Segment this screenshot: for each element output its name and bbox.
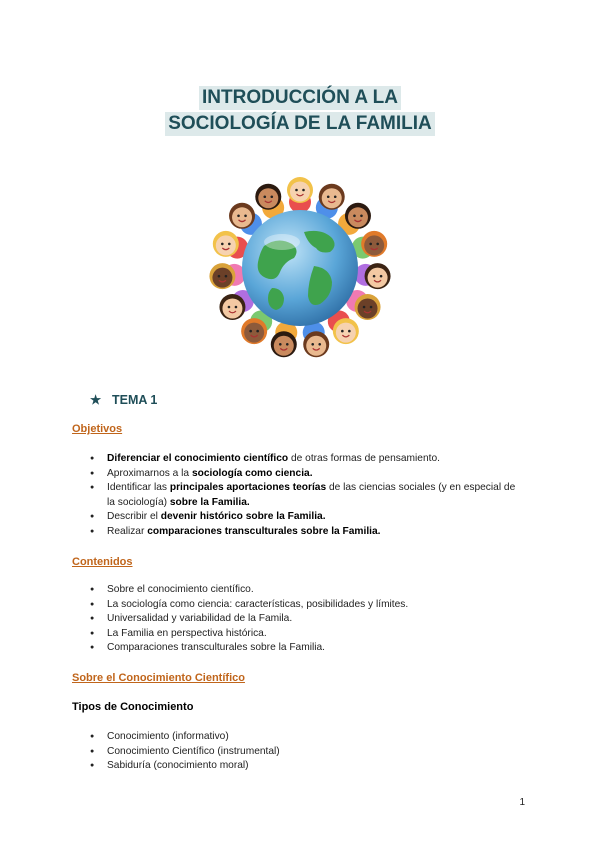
list-item: ● Sabiduría (conocimiento moral) [90, 759, 520, 774]
child-figure [213, 231, 248, 259]
list-item: ● Aproximarnos a la sociología como ciencia. [90, 467, 520, 482]
child-figure [303, 322, 329, 358]
child-figure [271, 322, 297, 358]
child-figure [287, 177, 313, 213]
objetivos-heading: Objetivos [72, 423, 123, 435]
list-item: ● Describir el devenir histórico sobre la Familia. [90, 510, 520, 525]
child-figure [316, 184, 345, 219]
title-line-1: INTRODUCCIÓN A LA [199, 86, 401, 110]
child-figure [255, 184, 284, 219]
contenidos-list [90, 583, 520, 656]
page-number: 1 [519, 797, 525, 808]
objetivos-list [90, 452, 520, 540]
tipos-conocimiento-heading: Tipos de Conocimiento [72, 701, 194, 713]
tema-heading [90, 392, 157, 407]
children-around-globe-illustration [202, 168, 398, 362]
child-figure [209, 263, 245, 289]
list-item: ● Comparaciones transculturales sobre la Familia. [90, 641, 520, 656]
document-title [0, 86, 600, 138]
title-line-2: SOCIOLOGÍA DE LA FAMILIA [165, 112, 435, 136]
list-item: ● Identificar las principales aportaciones teorías de las ciencias sociales (y en especial de la sociología) sobre la Familia. [90, 481, 520, 510]
list-item: ● Sobre el conocimiento científico. [90, 583, 520, 598]
contenidos-heading: Contenidos [72, 556, 133, 568]
list-item: ● Conocimiento (informativo) [90, 730, 520, 745]
tema-label: TEMA 1 [112, 393, 158, 407]
conocimiento-heading: Sobre el Conocimiento Científico [72, 672, 245, 684]
list-item: ● Diferenciar el conocimiento científico de otras formas de pensamiento. [90, 452, 520, 467]
list-item: ● Realizar comparaciones transculturales sobre la Familia. [90, 525, 520, 540]
child-figure [352, 231, 387, 259]
list-item: ● Conocimiento Científico (instrumental) [90, 745, 520, 760]
list-item: ● Universalidad y variabilidad de la Famila. [90, 612, 520, 627]
tipos-conocimiento-list [90, 730, 520, 774]
list-item: ● La Familia en perspectiva histórica. [90, 627, 520, 642]
child-figure [355, 263, 391, 289]
list-item: ● La sociología como ciencia: características, posibilidades y límites. [90, 598, 520, 613]
star-bullet-icon: ★ [90, 393, 102, 407]
